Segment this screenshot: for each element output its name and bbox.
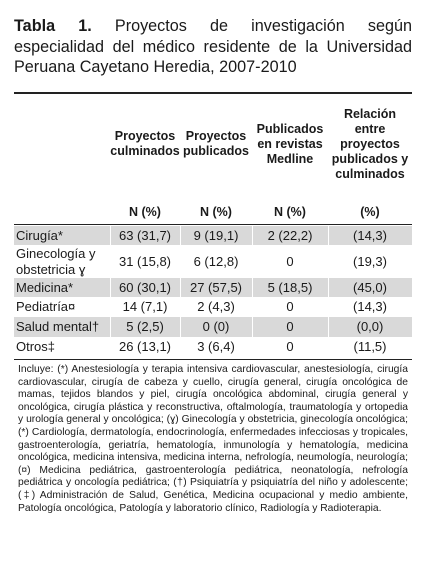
row-label: Ginecología y bbox=[16, 246, 96, 261]
cell-medline: 0 bbox=[286, 339, 294, 354]
cell-culminados: 26 (13,1) bbox=[118, 339, 172, 354]
cell-relacion: (45,0) bbox=[353, 280, 387, 295]
table-row-otros bbox=[14, 337, 412, 357]
cell-publicados: 2 (4,3) bbox=[197, 299, 235, 314]
cell-medline: 0 bbox=[286, 254, 294, 269]
cell-culminados: 31 (15,8) bbox=[118, 254, 172, 269]
header-line: proyectos bbox=[340, 137, 400, 151]
header-line: Relación bbox=[343, 107, 397, 121]
subheader-pct: (%) bbox=[360, 205, 380, 219]
cell-medline: 2 (22,2) bbox=[267, 228, 313, 243]
cell-culminados: 14 (7,1) bbox=[122, 299, 168, 314]
header-proyectos-culminados bbox=[110, 129, 180, 159]
cell-publicados: 6 (12,8) bbox=[193, 254, 239, 269]
cell-culminados: 5 (2,5) bbox=[126, 319, 164, 334]
table-row-salud-mental bbox=[14, 317, 412, 337]
cell-medline: 0 bbox=[286, 319, 294, 334]
row-label: Pediatría¤ bbox=[16, 299, 76, 314]
table-title bbox=[14, 16, 412, 78]
table-footnote: Incluye: (*) Anestesiología y terapia intensiva cardiovascular, anestesiología, cirugía cardiovascular, cirugía de cabeza y cuello, cirugía general, cirugía oncológica de mamas, tejidos blandos y piel, cirugía oncológica abdominal, cirugía general y oncológica, cirugía plástica y reconstructiva, oftalmología, traumatología y ortopedia y urología general y oncológica; (ɣ) Ginecología y obstetricia, ginecología oncológica; (*) Cardiología, dermatología, endocrinología, enfermedades infecciosas y tropicales, gastroenterología, geriatría, hematología, inmunología y hematología, medicina oncológica, medicina intensiva, medicina interna, nefrología, neumología, neurología; (¤) Medicina pediátrica, gastroenterología pediátrica, neonatología, nefrología pediátrica y oncología pediátrica; (†) Psiquiatría y psiquiatría del niño y adolescente; (‡) Administración de Salud, Genética, Medicina ocupacional y medio ambiente, Patología oncológica, Patología y laboratorio clínico, Radiología y Radioterapia. bbox=[18, 364, 408, 514]
cell-medline: 5 (18,5) bbox=[267, 280, 313, 295]
cell-culminados: 63 (31,7) bbox=[118, 228, 172, 243]
subheader-n-2: N (%) bbox=[200, 205, 232, 219]
cell-culminados: 60 (30,1) bbox=[118, 280, 172, 295]
header-line: Publicados bbox=[256, 122, 324, 136]
header-line: Proyectos bbox=[185, 129, 247, 143]
table-row-pediatria bbox=[14, 297, 412, 317]
row-label: Medicina* bbox=[16, 280, 74, 295]
top-rule bbox=[14, 92, 412, 94]
cell-relacion: (19,3) bbox=[353, 254, 387, 269]
subheader-rule bbox=[14, 224, 412, 225]
cell-publicados: 3 (6,4) bbox=[197, 339, 235, 354]
cell-publicados: 27 (57,5) bbox=[189, 280, 243, 295]
table-row-ginecologia bbox=[14, 246, 412, 278]
table-number: Tabla 1. bbox=[14, 17, 92, 35]
header-line: publicados y bbox=[331, 152, 409, 166]
header-line: publicados bbox=[183, 144, 249, 158]
table-row-medicina bbox=[14, 278, 412, 297]
header-line: culminados bbox=[110, 144, 180, 158]
subheader-n-3: N (%) bbox=[274, 205, 306, 219]
cell-relacion: (14,3) bbox=[353, 228, 387, 243]
row-label: Salud mental† bbox=[16, 319, 100, 334]
header-line: Proyectos bbox=[114, 129, 176, 143]
header-line: Medline bbox=[266, 152, 314, 166]
footnote-rule bbox=[14, 359, 412, 360]
table-caption: Proyectos de investigación según especialidad del médico residente de la Universidad Peruana Cayetano Heredia, 2007-2010 bbox=[14, 17, 413, 76]
cell-publicados: 0 (0) bbox=[202, 319, 230, 334]
cell-relacion: (14,3) bbox=[353, 299, 387, 314]
row-label: Otros‡ bbox=[16, 339, 56, 354]
header-relacion bbox=[328, 107, 412, 182]
header-proyectos-publicados bbox=[180, 129, 252, 159]
cell-relacion: (0,0) bbox=[356, 319, 384, 334]
row-label: Cirugía* bbox=[16, 228, 63, 243]
subheader-n-1: N (%) bbox=[129, 205, 161, 219]
cell-medline: 0 bbox=[286, 299, 294, 314]
header-line: en revistas bbox=[257, 137, 323, 151]
cell-publicados: 9 (19,1) bbox=[193, 228, 239, 243]
header-line: entre bbox=[354, 122, 386, 136]
cell-relacion: (11,5) bbox=[353, 339, 387, 354]
header-line: culminados bbox=[335, 167, 405, 181]
table-row-cirugia bbox=[14, 226, 412, 245]
header-publicados-medline bbox=[252, 122, 328, 167]
row-label-line2: obstetricia ɣ bbox=[16, 262, 86, 277]
